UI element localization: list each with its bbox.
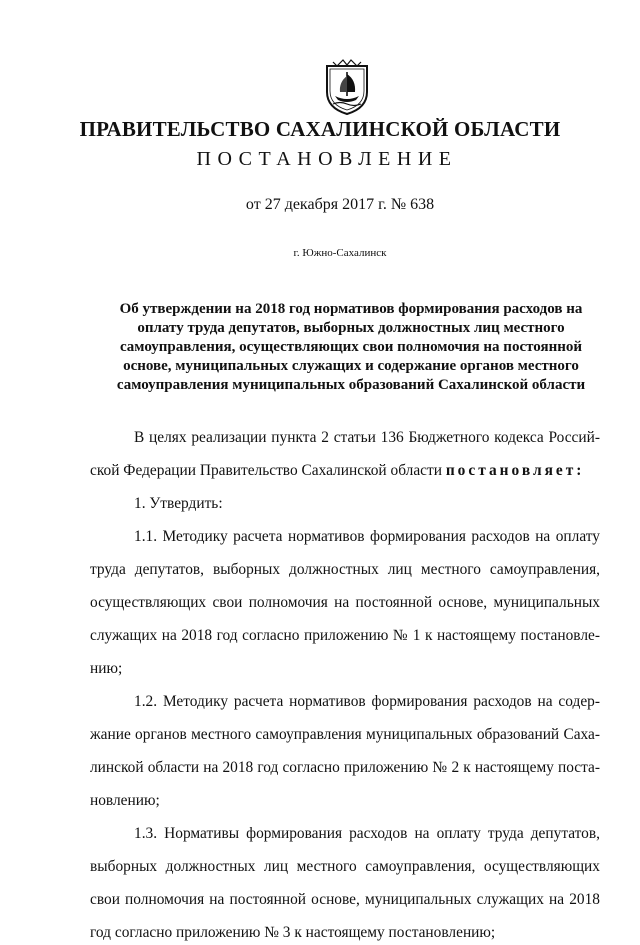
document-city: г. Южно-Сахалинск: [293, 247, 387, 259]
subject-line: самоуправления, осуществляющих свои полномочия на постоянной: [119, 339, 583, 355]
preamble-line: В целях реализации пункта 2 статьи 136 Бюджетного кодекса Россий-: [134, 429, 600, 446]
clause-1-2-line: линской области на 2018 год согласно приложению № 2 к настоящему поста-: [90, 759, 600, 776]
clause-1-1-line: нию;: [90, 660, 123, 677]
preamble-text: ской Федерации Правительство Сахалинской области: [90, 462, 446, 479]
clause-1-2-line: новлению;: [90, 792, 160, 809]
clause-1-3-line: 1.3. Нормативы формирования расходов на оплату труда депутатов,: [134, 825, 600, 842]
government-title: ПРАВИТЕЛЬСТВО САХАЛИНСКОЙ ОБЛАСТИ: [79, 117, 561, 141]
preamble-line: [90, 458, 600, 483]
preamble-keyword: постановляет:: [445, 462, 585, 479]
subject-line: оплату труда депутатов, выборных должностных лиц местного: [137, 320, 565, 336]
document-subject: [110, 300, 592, 395]
clause-1-1-line: служащих на 2018 год согласно приложению № 1 к настоящему постановле-: [90, 627, 600, 644]
subject-line: самоуправления муниципальных образований Сахалинской области: [116, 377, 586, 393]
clause-1-3-line: свои полномочия на постоянной основе, муниципальных служащих на 2018: [90, 891, 600, 908]
clause-1-1-line: 1.1. Методику расчета нормативов формирования расходов на оплату: [134, 528, 600, 545]
clause-1-2-line: жание органов местного самоуправления муниципальных образований Саха-: [90, 726, 600, 743]
document-type: ПОСТАНОВЛЕНИЕ: [196, 148, 458, 170]
clause-1-3-line: год согласно приложению № 3 к настоящему постановлению;: [90, 924, 496, 941]
subject-line: основе, муниципальных служащих и содержание органов местного: [123, 358, 579, 374]
document-body: [90, 425, 600, 945]
subject-line: Об утверждении на 2018 год нормативов формирования расходов на: [119, 301, 583, 317]
clause-1-1-line: труда депутатов, выборных должностных лиц местного самоуправления,: [90, 561, 600, 578]
document-date-number: от 27 декабря 2017 г. № 638: [245, 196, 435, 213]
clause-1-3-line: выборных должностных лиц местного самоуправления, осуществляющих: [90, 858, 600, 875]
coat-of-arms-icon: [323, 58, 371, 116]
clause-1-2-line: 1.2. Методику расчета нормативов формирования расходов на содер-: [134, 693, 600, 710]
clause-1-1-line: осуществляющих свои полномочия на постоянной основе, муниципальных: [90, 594, 600, 611]
clause-1: 1. Утвердить:: [134, 495, 223, 512]
